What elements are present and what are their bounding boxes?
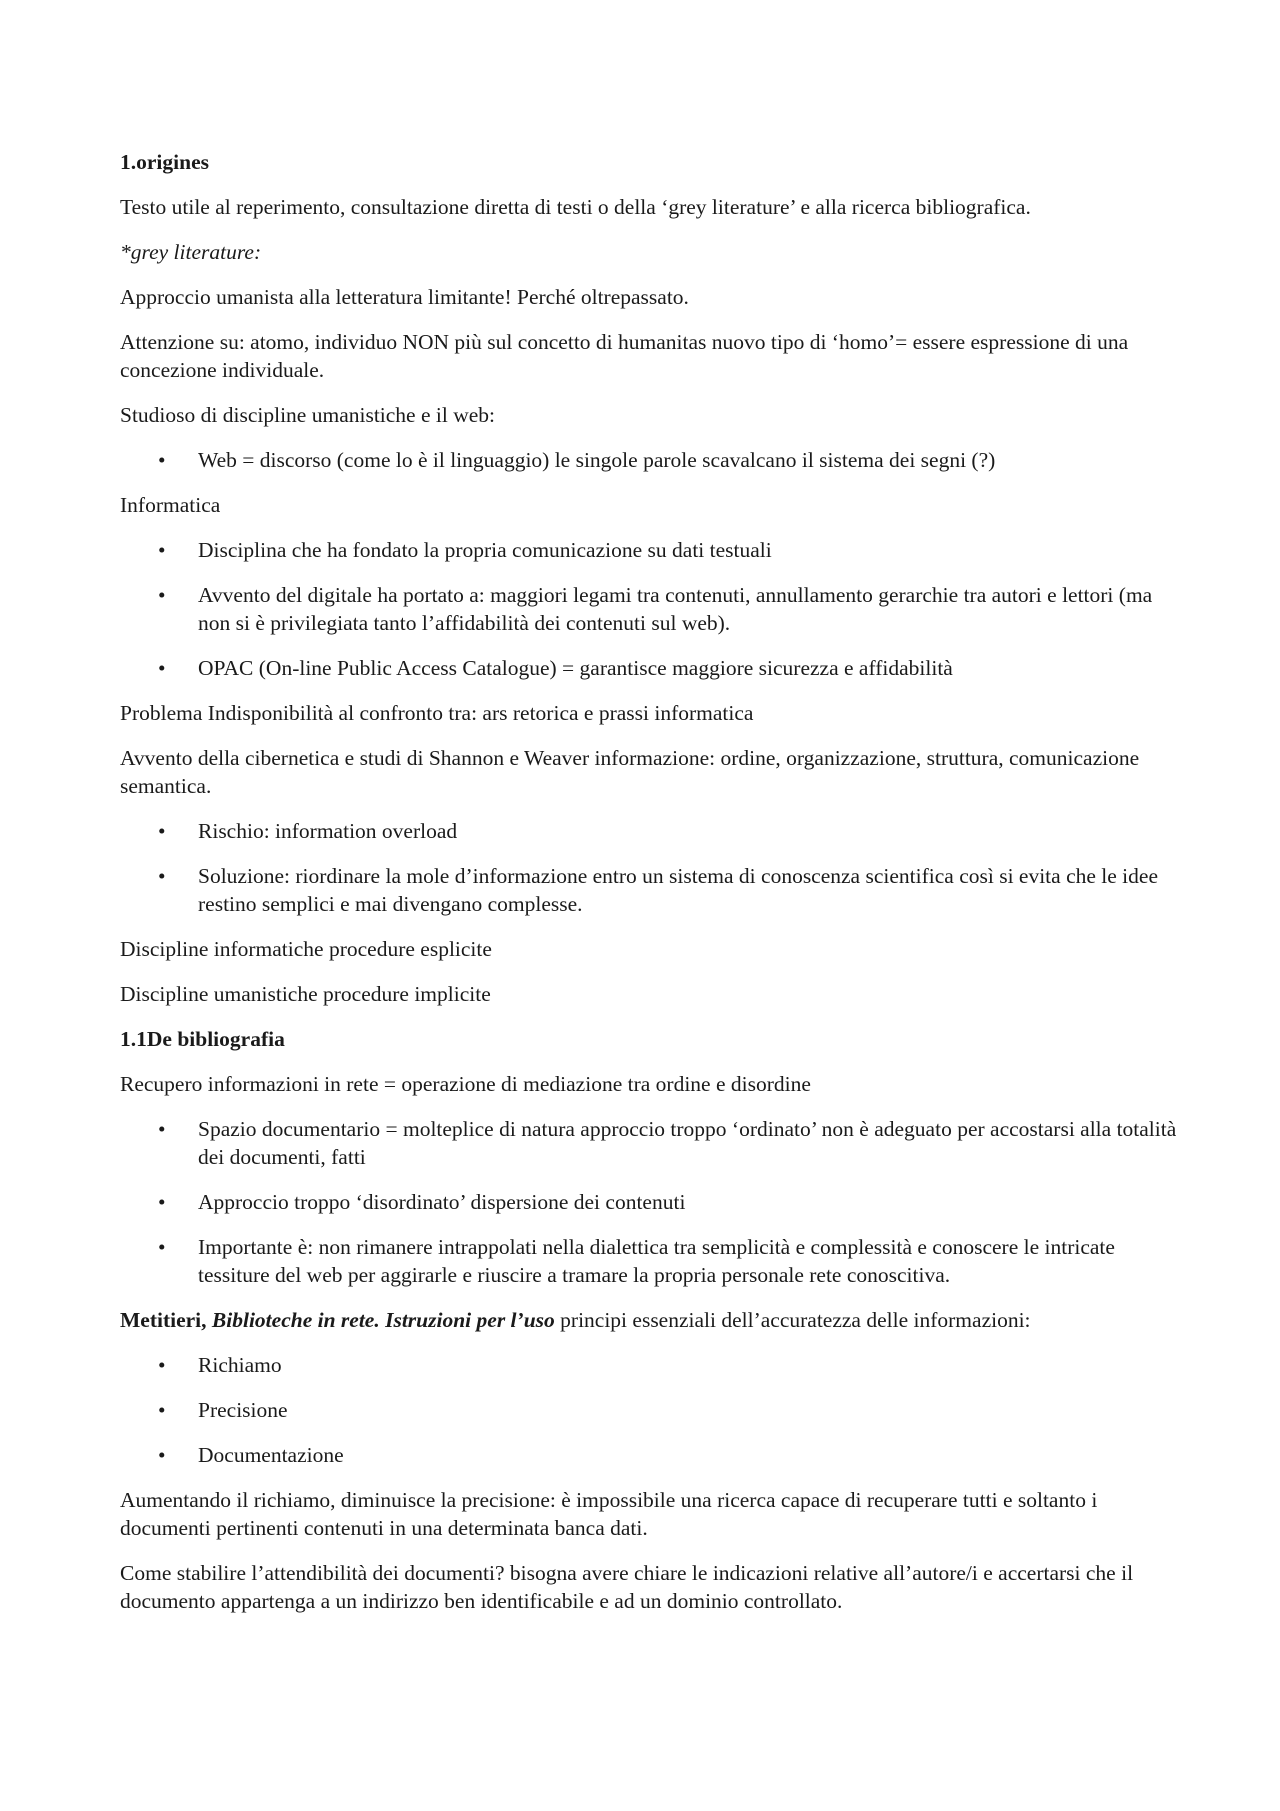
list-item <box>120 862 1180 918</box>
list-item-text: Disciplina che ha fondato la propria comunicazione su dati testuali <box>198 538 772 562</box>
list-item <box>120 654 1180 682</box>
list-item-text: Avvento del digitale ha portato a: maggiori legami tra contenuti, annullamento gerarchie tra autori e lettori (ma non si è privilegiata tanto l’affidabilità dei contenuti sul web). <box>198 583 1153 635</box>
paragraph: Aumentando il richiamo, diminuisce la precisione: è impossibile una ricerca capace di recuperare tutti e soltanto i documenti pertinenti contenuti in una determinata banca dati. <box>120 1488 1098 1540</box>
list-item <box>120 1396 1180 1424</box>
paragraph: Attenzione su: atomo, individuo NON più sul concetto di humanitas nuovo tipo di ‘homo’= essere espressione di una concezione individuale. <box>120 330 1129 382</box>
list-item <box>120 581 1180 637</box>
bullet-marker: • <box>158 819 166 843</box>
list-item-text: Precisione <box>198 1398 288 1422</box>
paragraph: Recupero informazioni in rete = operazione di mediazione tra ordine e disordine <box>120 1072 811 1096</box>
list-item-text: Web = discorso (come lo è il linguaggio) le singole parole scavalcano il sistema dei segni (?) <box>198 448 996 472</box>
bullet-marker: • <box>158 448 166 472</box>
bullet-list <box>120 536 1180 682</box>
paragraph: Avvento della cibernetica e studi di Shannon e Weaver informazione: ordine, organizzazione, struttura, comunicazione semantica. <box>120 746 1140 798</box>
list-item <box>120 817 1180 845</box>
bullet-marker: • <box>158 1443 166 1467</box>
paragraph: Discipline umanistiche procedure implicite <box>120 982 491 1006</box>
paragraph-grey-literature: *grey literature: <box>120 240 262 264</box>
paragraph: Approccio umanista alla letteratura limitante! Perché oltrepassato. <box>120 285 689 309</box>
bullet-marker: • <box>158 656 166 680</box>
bullet-marker: • <box>158 1117 166 1141</box>
paragraph: Studioso di discipline umanistiche e il web: <box>120 403 496 427</box>
list-item-text: Spazio documentario = molteplice di natura approccio troppo ‘ordinato’ non è adeguato per accostarsi alla totalità dei documenti, fatti <box>198 1117 1177 1169</box>
bullet-list <box>120 817 1180 918</box>
list-item-text: Importante è: non rimanere intrappolati nella dialettica tra semplicità e complessità e conoscere le intricate tessiture del web per aggirarle e riuscire a tramare la propria personale rete conoscitiva. <box>198 1235 1115 1287</box>
list-item-text: Rischio: information overload <box>198 819 458 843</box>
bullet-list <box>120 1115 1180 1289</box>
paragraph: Testo utile al reperimento, consultazione diretta di testi o della ‘grey literature’ e alla ricerca bibliografica. <box>120 195 1031 219</box>
heading-de-bibliografia: 1.1De bibliografia <box>120 1027 285 1051</box>
paragraph: Problema Indisponibilità al confronto tra: ars retorica e prassi informatica <box>120 701 754 725</box>
bullet-marker: • <box>158 864 166 888</box>
list-item-text: Soluzione: riordinare la mole d’informazione entro un sistema di conoscenza scientifica così si evita che le idee restino semplici e mai divengano complesse. <box>198 864 1158 916</box>
list-item <box>120 1351 1180 1379</box>
paragraph: Come stabilire l’attendibilità dei documenti? bisogna avere chiare le indicazioni relative all’autore/i e accertarsi che il documento appartenga a un indirizzo ben identificabile e ad un dominio controllato. <box>120 1561 1134 1613</box>
list-item-text: Documentazione <box>198 1443 344 1467</box>
paragraph-citation <box>120 1306 1180 1334</box>
list-item <box>120 536 1180 564</box>
citation-author: Metitieri, <box>120 1308 207 1332</box>
list-item <box>120 1233 1180 1289</box>
bullet-list <box>120 1351 1180 1469</box>
bullet-marker: • <box>158 583 166 607</box>
list-item-text: OPAC (On-line Public Access Catalogue) = garantisce maggiore sicurezza e affidabilità <box>198 656 953 680</box>
paragraph: Discipline informatiche procedure esplicite <box>120 937 492 961</box>
list-item <box>120 1188 1180 1216</box>
list-item-text: Richiamo <box>198 1353 282 1377</box>
bullet-marker: • <box>158 1353 166 1377</box>
list-item <box>120 1441 1180 1469</box>
list-item <box>120 1115 1180 1171</box>
citation-title: Biblioteche in rete. Istruzioni per l’uso <box>211 1308 555 1332</box>
paragraph: Informatica <box>120 493 221 517</box>
bullet-marker: • <box>158 1190 166 1214</box>
list-item <box>120 446 1180 474</box>
document-page <box>120 148 1180 1632</box>
bullet-marker: • <box>158 1398 166 1422</box>
list-item-text: Approccio troppo ‘disordinato’ dispersione dei contenuti <box>198 1190 686 1214</box>
bullet-list <box>120 446 1180 474</box>
bullet-marker: • <box>158 538 166 562</box>
citation-text: principi essenziali dell’accuratezza delle informazioni: <box>554 1308 1031 1332</box>
bullet-marker: • <box>158 1235 166 1259</box>
heading-origines: 1.origines <box>120 150 209 174</box>
